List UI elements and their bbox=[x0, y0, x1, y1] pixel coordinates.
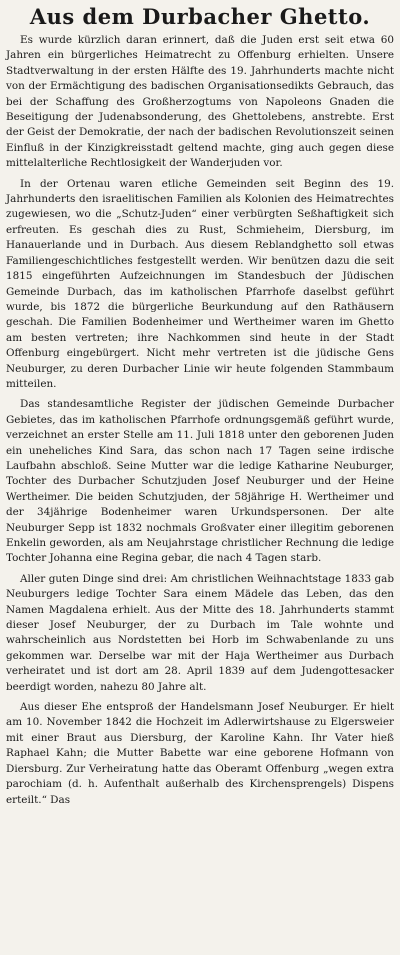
article-paragraph-4: Aller guten Dinge sind drei: Am christlichen Weihnachtstage 1833 gab Neuburgers ledige Tochter Sara einem Mädele das Leben, das den Namen Magdalena erhielt. Aus der Mitte des 18. Jahrhunderts stammt dieser Josef Neuburger, der zu Durbach im Tale wohnte und wahrscheinlich aus Nordstetten bei Horb im Schwabenlande zu uns gekommen war. Derselbe war mit der Haja Wertheimer aus Durbach verheiratet und ist dort am 28. April 1839 auf dem Judengottesacker beerdigt worden, nahezu 80 Jahre alt. bbox=[6, 572, 394, 693]
article-headline: Aus dem Durbacher Ghetto. bbox=[29, 4, 371, 29]
article-paragraph-1: Es wurde kürzlich daran erinnert, daß die Juden erst seit etwa 60 Jahren ein bürgerliches Heimatrecht zu Offenburg erhielten. Unsere Stadtverwaltung in der ersten Hälfte des 19. Jahrhunderts machte nicht von der Ermächtigung des badischen Organisationsedikts Gebrauch, das bei der Schaffung des Großherzogtums von Napoleons Gnaden die Beseitigung der Judenabsonderung, des Ghettolebens, anstrebte. Erst der Geist der Demokratie, der nach der badischen Revolutionszeit seinen Einfluß in der Kinzigkreisstadt geltend machte, ging auch gegen diese mittelalterliche Rechtlosigkeit der Wanderjuden vor. bbox=[6, 34, 394, 170]
article-paragraph-2: In der Ortenau waren etliche Gemeinden seit Beginn des 19. Jahrhunderts den israelitischen Familien als Kolonien des Heimatrechtes zugewiesen, wo die „Schutz-Juden“ einer verbürgten Seßhaftigkeit sich erfreuten. Es geschah dies zu Rust, Schmieheim, Diersburg, im Hanauerlande und in Durbach. Aus diesem Reblandghetto soll etwas Familiengeschichtliches festgestellt werden. Wir benützen dazu die seit 1815 eingeführten Aufzeichnungen im Standesbuch der Jüdischen Gemeinde Durbach, das im katholischen Pfarrhofe daselbst geführt wurde, bis 1872 die bürgerliche Beurkundung auf den Rathäusern geschah. Die Familien Bodenheimer und Wertheimer waren im Ghetto am besten vertreten; ihre Nachkommen sind heute in der Stadt Offenburg eingebürgert. Nicht mehr vertreten ist die jüdische Gens Neuburger, zu deren Durbacher Linie wir heute folgenden Stammbaum mitteilen. bbox=[6, 177, 394, 390]
article-paragraph-3: Das standesamtliche Register der jüdischen Gemeinde Durbacher Gebietes, das im katholischen Pfarrhofe ordnungsgemäß geführt wurde, verzeichnet an erster Stelle am 11. Juli 1818 unter den geborenen Juden ein uneheliches Kind Sara, das schon nach 17 Tagen seine irdische Laufbahn abschloß. Seine Mutter war die ledige Katharine Neuburger, Tochter des Durbacher Schutzjuden Josef Neuburger und der Heine Wertheimer. Die beiden Schutzjuden, der 58jährige H. Wertheimer und der 34jährige Bodenheimer waren Urkundspersonen. Der alte Neuburger Sepp ist 1832 nochmals Großvater einer illegitim geborenen Enkelin geworden, als am Neujahrstage christlicher Rechnung die ledige Tochter Johanna eine Regina gebar, die nach 4 Tagen starb. bbox=[6, 398, 394, 565]
article-paragraph-5: Aus dieser Ehe entsproß der Handelsmann Josef Neuburger. Er hielt am 10. November 1842 die Hochzeit im Adlerwirtshause zu Elgersweier mit einer Braut aus Diersburg, der Karoline Kahn. Ihr Vater hieß Raphael Kahn; die Mutter Babette war eine geborene Hofmann von Diersburg. Zur Verheiratung hatte das Oberamt Offenburg „wegen extra parochiam (d. h. Aufenthalt außerhalb des Kirchensprengels) Dispens erteilt.“ Das bbox=[6, 701, 394, 806]
